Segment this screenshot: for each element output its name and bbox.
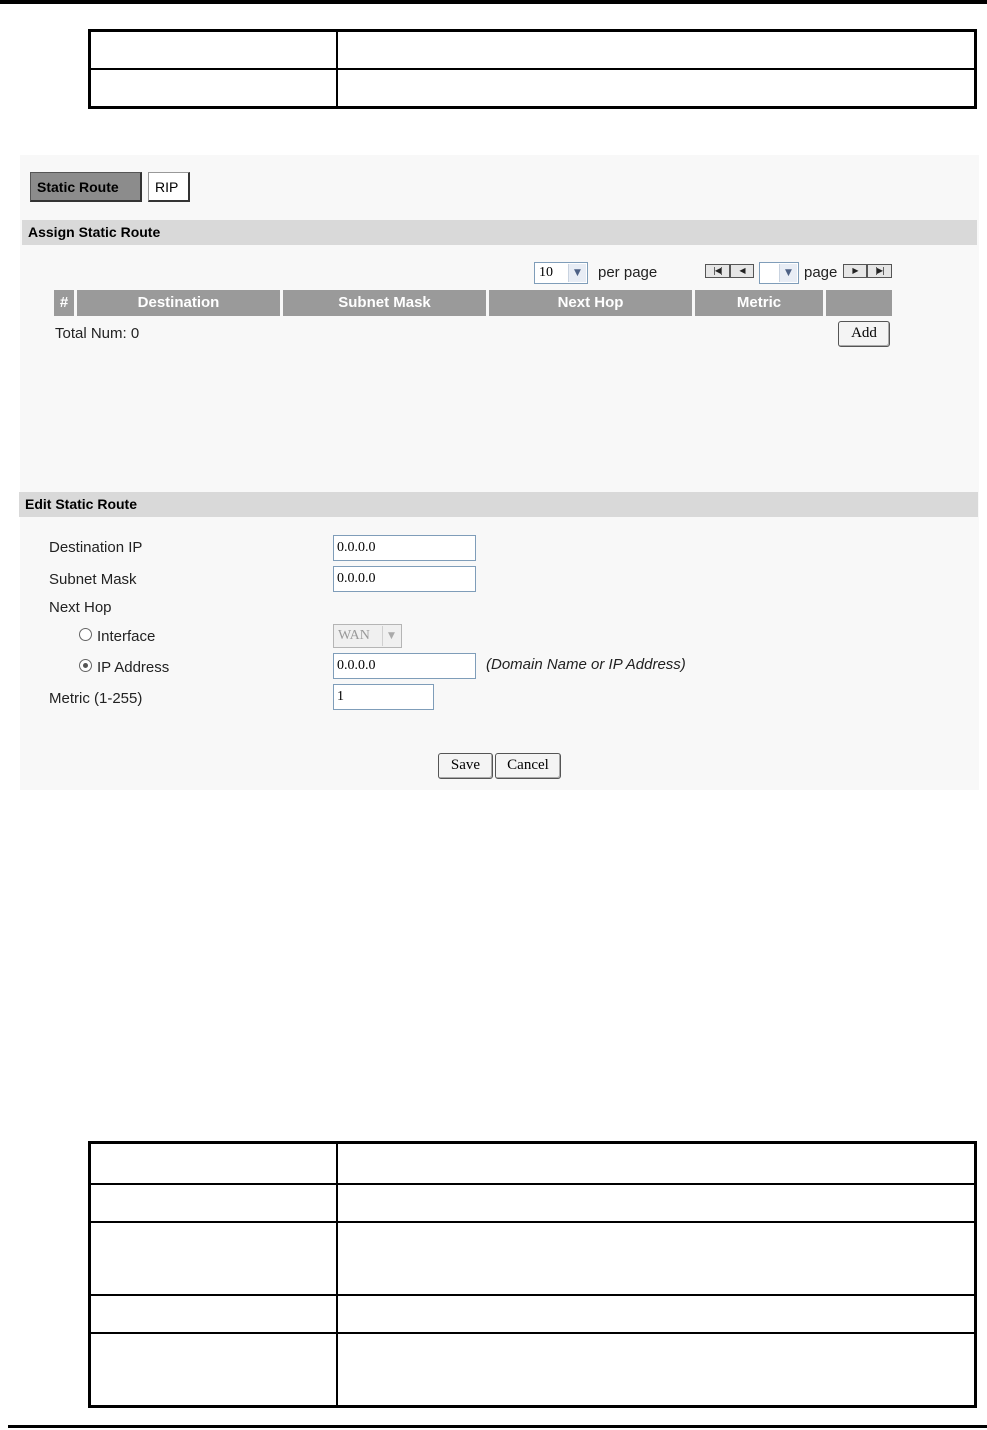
table-cell bbox=[337, 1143, 976, 1184]
table-cell bbox=[90, 1333, 338, 1407]
interface-radio[interactable] bbox=[79, 628, 92, 641]
chevron-down-icon: ▼ bbox=[779, 264, 797, 282]
table-cell bbox=[337, 1295, 976, 1333]
column-header bbox=[826, 290, 892, 316]
next-page-icon[interactable]: ▶ bbox=[843, 264, 867, 278]
chevron-down-icon: ▼ bbox=[382, 626, 400, 646]
column-header: Metric bbox=[695, 290, 823, 316]
save-button[interactable]: Save bbox=[438, 753, 493, 779]
ip-hint: (Domain Name or IP Address) bbox=[486, 656, 686, 673]
per-page-label: per page bbox=[598, 264, 658, 281]
page-select[interactable] bbox=[759, 262, 799, 284]
per-page-select[interactable] bbox=[534, 262, 588, 284]
top-doc-table bbox=[88, 29, 977, 109]
interface-value: WAN bbox=[338, 628, 370, 643]
prev-page-icon[interactable]: ◀ bbox=[730, 264, 754, 278]
tab-static-route[interactable]: Static Route bbox=[30, 172, 142, 202]
per-page-value: 10 bbox=[539, 265, 553, 280]
table-row bbox=[90, 31, 976, 69]
bottom-doc-table bbox=[88, 1141, 977, 1408]
table-row bbox=[90, 69, 976, 108]
chevron-down-icon: ▼ bbox=[568, 264, 586, 282]
assign-section-header: Assign Static Route bbox=[22, 220, 977, 245]
router-config-panel bbox=[20, 155, 979, 790]
destination-ip-label: Destination IP bbox=[49, 539, 143, 556]
table-cell bbox=[337, 1184, 976, 1222]
column-header: Destination bbox=[77, 290, 280, 316]
tab-rip[interactable]: RIP bbox=[148, 172, 190, 202]
table-cell bbox=[337, 1222, 976, 1295]
next-hop-label: Next Hop bbox=[49, 599, 112, 616]
table-row bbox=[90, 1184, 976, 1222]
table-cell bbox=[90, 31, 338, 69]
ip-address-label: IP Address bbox=[97, 659, 170, 676]
table-row bbox=[90, 1143, 976, 1184]
last-page-icon[interactable]: |▶| bbox=[867, 264, 892, 278]
add-button[interactable]: Add bbox=[838, 321, 890, 347]
bottom-rule bbox=[8, 1425, 987, 1428]
total-num: Total Num: 0 bbox=[55, 325, 140, 342]
column-header: Next Hop bbox=[489, 290, 692, 316]
table-cell bbox=[337, 69, 976, 108]
table-cell bbox=[90, 1295, 338, 1333]
metric-input[interactable]: 1 bbox=[333, 684, 434, 710]
interface-label: Interface bbox=[97, 628, 156, 645]
destination-ip-input[interactable]: 0.0.0.0 bbox=[333, 535, 476, 561]
interface-select bbox=[333, 624, 402, 648]
edit-section-header: Edit Static Route bbox=[19, 492, 978, 517]
table-cell bbox=[90, 69, 338, 108]
table-row bbox=[90, 1222, 976, 1295]
table-cell bbox=[337, 1333, 976, 1407]
subnet-mask-label: Subnet Mask bbox=[49, 571, 137, 588]
table-cell bbox=[90, 1184, 338, 1222]
table-row bbox=[90, 1333, 976, 1407]
next-hop-ip-input[interactable]: 0.0.0.0 bbox=[333, 653, 476, 679]
metric-label: Metric (1-255) bbox=[49, 690, 143, 707]
cancel-button[interactable]: Cancel bbox=[495, 753, 561, 779]
subnet-mask-input[interactable]: 0.0.0.0 bbox=[333, 566, 476, 592]
table-cell bbox=[337, 31, 976, 69]
first-page-icon[interactable]: |◀| bbox=[705, 264, 730, 278]
column-header: # bbox=[54, 290, 74, 316]
table-cell bbox=[90, 1222, 338, 1295]
table-cell bbox=[90, 1143, 338, 1184]
page-label: page bbox=[804, 264, 838, 281]
ip-address-radio[interactable] bbox=[79, 659, 92, 672]
top-rule bbox=[0, 0, 987, 4]
table-row bbox=[90, 1295, 976, 1333]
column-header: Subnet Mask bbox=[283, 290, 486, 316]
